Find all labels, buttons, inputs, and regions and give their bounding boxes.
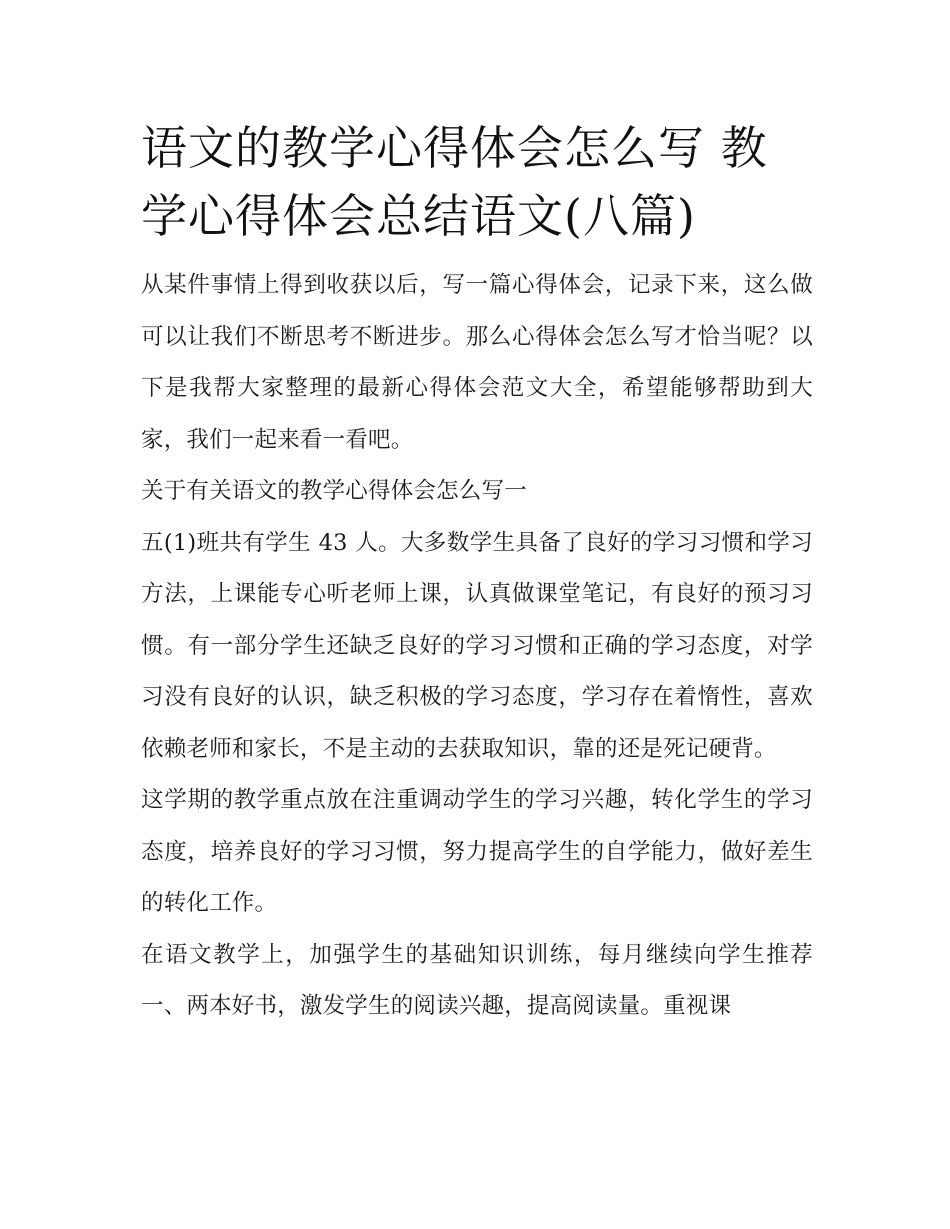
- document-page: [141, 114, 813, 1033]
- class-situation-paragraph: 五(1)班共有学生 43 人。大多数学生具备了良好的学习习惯和学习方法，上课能专心听老师上课，认真做课堂笔记，有良好的预习习惯。有一部分学生还缺乏良好的学习习惯和正确的学习态度，对学习没有良好的认识，缺乏积极的学习态度，学习存在着惰性，喜欢依赖老师和家长，不是主动的去获取知识，靠的还是死记硬背。: [141, 529, 813, 762]
- document-title: 语文的教学心得体会怎么写 教学心得体会总结语文(八篇): [141, 121, 768, 243]
- intro-paragraph: 从某件事情上得到收获以后，写一篇心得体会，记录下来，这么做可以让我们不断思考不断进步。那么心得体会怎么写才恰当呢？以下是我帮大家整理的最新心得体会范文大全，希望能够帮助到大家，我们一起来看一看吧。: [141, 272, 813, 453]
- section-heading: 关于有关语文的教学心得体会怎么写一: [141, 478, 527, 504]
- document-body: [141, 260, 813, 1033]
- chinese-teaching-paragraph: 在语文教学上，加强学生的基础知识训练，每月继续向学生推荐一、两本好书，激发学生的阅读兴趣，提高阅读量。重视课: [141, 941, 813, 1019]
- teaching-focus-paragraph: 这学期的教学重点放在注重调动学生的学习兴趣，转化学生的学习态度，培养良好的学习习惯，努力提高学生的自学能力，做好差生的转化工作。: [141, 787, 813, 916]
